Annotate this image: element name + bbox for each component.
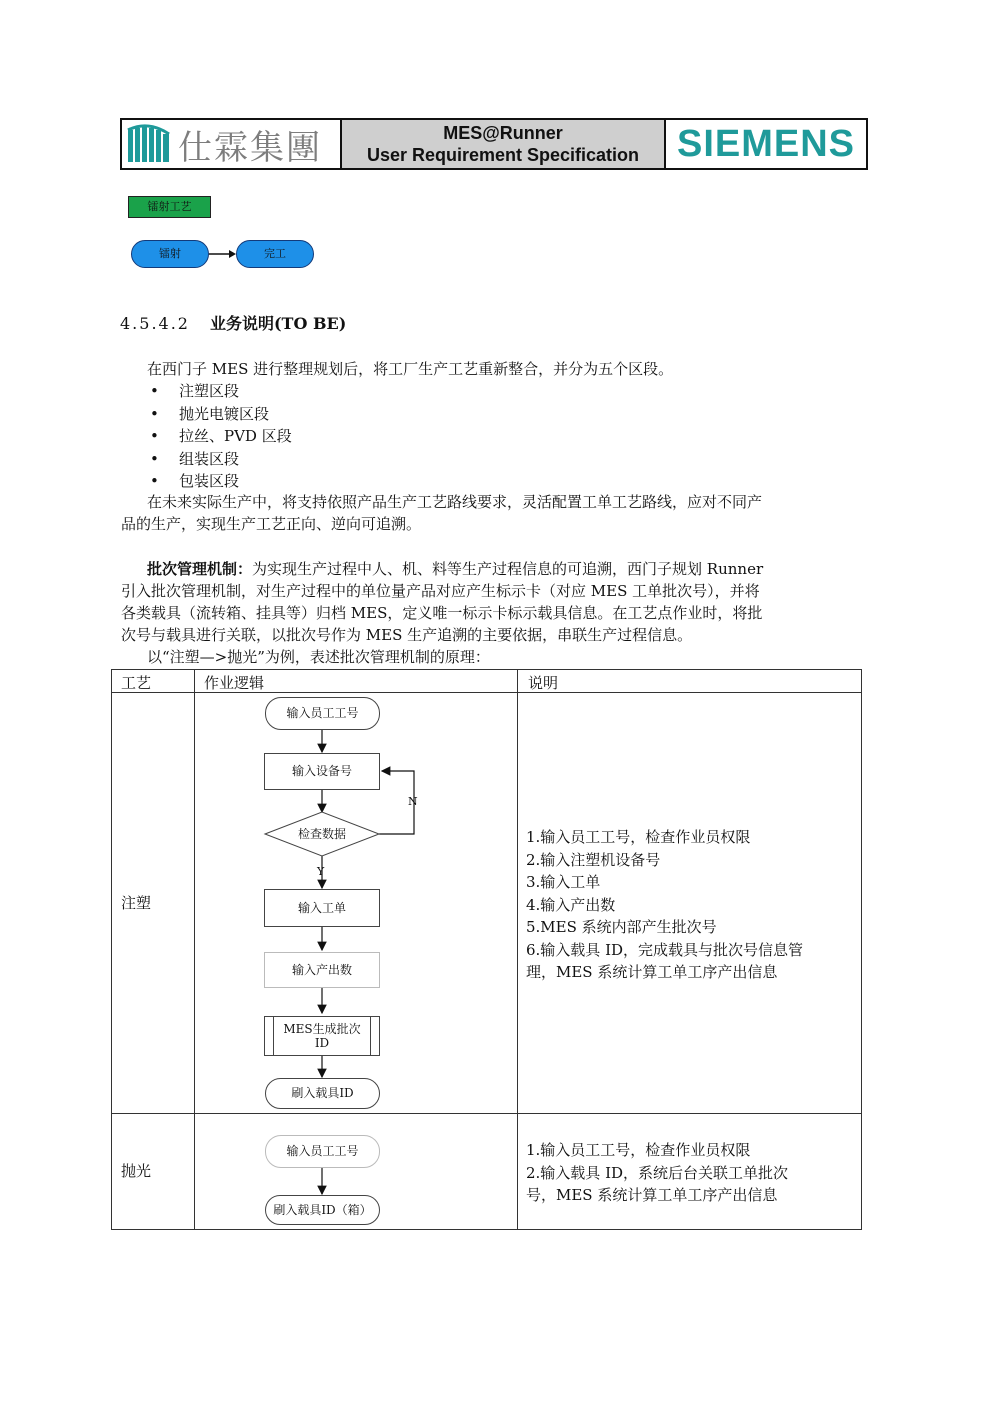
table-header-desc: 说明	[528, 674, 559, 692]
flow-input-device: 输入设备号	[264, 753, 380, 790]
bullet-icon: •	[150, 472, 159, 490]
table-header-process: 工艺	[121, 674, 152, 692]
segment-list	[150, 380, 292, 493]
flow-input-order: 输入工单	[264, 889, 380, 927]
document-title	[342, 120, 666, 168]
batch-paragraph-line4: 次号与载具进行关联，以批次号作为 MES 生产追溯的主要依据，串联生产过程信息。	[121, 626, 693, 644]
table-cell-process: 注塑	[121, 894, 152, 912]
bullet-icon: •	[150, 382, 159, 400]
siemens-logo: SIEMENS	[676, 122, 856, 165]
section-number: 4.5.4.2	[120, 314, 190, 333]
bullet-icon: •	[150, 449, 159, 468]
bullet-icon: •	[150, 404, 159, 423]
flow-arrow-icon	[209, 247, 237, 261]
batch-paragraph-line1: 批次管理机制：为实现生产过程中人、机、料等生产过程信息的可追溯，西门子规划 Runner	[147, 560, 764, 578]
flow-start-employee-id-polish: 输入员工工号	[265, 1135, 380, 1168]
batch-table	[111, 669, 862, 1230]
flow-scan-carrier: 刷入载具ID	[265, 1078, 380, 1109]
list-item: • 抛光电镀区段	[150, 403, 292, 426]
section-title: 业务说明(TO BE)	[209, 314, 347, 333]
flow-generate-batch: MES生成批次 ID	[264, 1016, 380, 1056]
document-title-line1: MES@Runner	[443, 123, 563, 143]
batch-paragraph-line2: 引入批次管理机制，对生产过程中的单位量产品对应产生标示卡（对应 MES 工单批次号），并将	[121, 582, 760, 600]
batch-heading: 批次管理机制：	[147, 560, 253, 578]
document-title-line2: User Requirement Specification	[366, 145, 640, 165]
table-cell-desc: 1.输入员工工号，检查作业员权限 2.输入载具 ID，系统后台关联工单批次 号，MES 系统计算工单工序产出信息	[526, 1141, 789, 1204]
bullet-icon: •	[150, 427, 159, 445]
list-item: • 包装区段	[150, 470, 292, 493]
future-paragraph-line2: 品的生产，实现生产工艺正向、逆向可追溯。	[121, 515, 422, 533]
company-emblem-icon	[126, 124, 172, 164]
table-cell-desc: 1.输入员工工号，检查作业员权限 2.输入注塑机设备号 3.输入工单 4.输入产出数 5.MES 系统内部产生批次号 6.输入载具 ID，完成载具与批次号信息管 理，MES 系统计算工单工序产出信息	[526, 828, 804, 981]
table-cell-process: 抛光	[121, 1162, 152, 1180]
list-item: • 注塑区段	[150, 380, 292, 403]
company-logo	[122, 120, 342, 168]
list-item: • 组装区段	[150, 448, 292, 471]
process-tag: 镭射工艺	[128, 196, 211, 218]
batch-paragraph-line3: 各类载具（流转箱、挂具等）归档 MES，定义唯一标示卡标示载具信息。在工艺点作业时，将批	[121, 604, 763, 622]
flow-input-output: 输入产出数	[264, 952, 380, 988]
flow-label-no: N	[408, 795, 418, 808]
intro-paragraph: 在西门子 MES 进行整理规划后，将工厂生产工艺重新整合，并分为五个区段。	[147, 360, 674, 378]
list-item: • 拉丝、PVD 区段	[150, 425, 292, 448]
flow-scan-carrier-box: 刷入载具ID（箱）	[265, 1195, 380, 1225]
process-step-complete: 完工	[236, 240, 314, 268]
document-header	[120, 118, 868, 170]
table-header-logic: 作业逻辑	[204, 674, 265, 692]
flow-label-yes: Y	[317, 865, 325, 878]
flow-start-employee-id: 输入员工工号	[265, 697, 380, 730]
company-name: 仕霖集團	[178, 127, 322, 168]
section-heading	[120, 311, 346, 334]
process-step-laser: 镭射	[131, 240, 209, 268]
batch-example: 以“注塑—>抛光”为例，表述批次管理机制的原理：	[147, 648, 490, 666]
future-paragraph-line1: 在未来实际生产中，将支持依照产品生产工艺路线要求，灵活配置工单工艺路线，应对不同产	[147, 493, 763, 511]
flow-check-data: 检查数据	[297, 827, 346, 841]
